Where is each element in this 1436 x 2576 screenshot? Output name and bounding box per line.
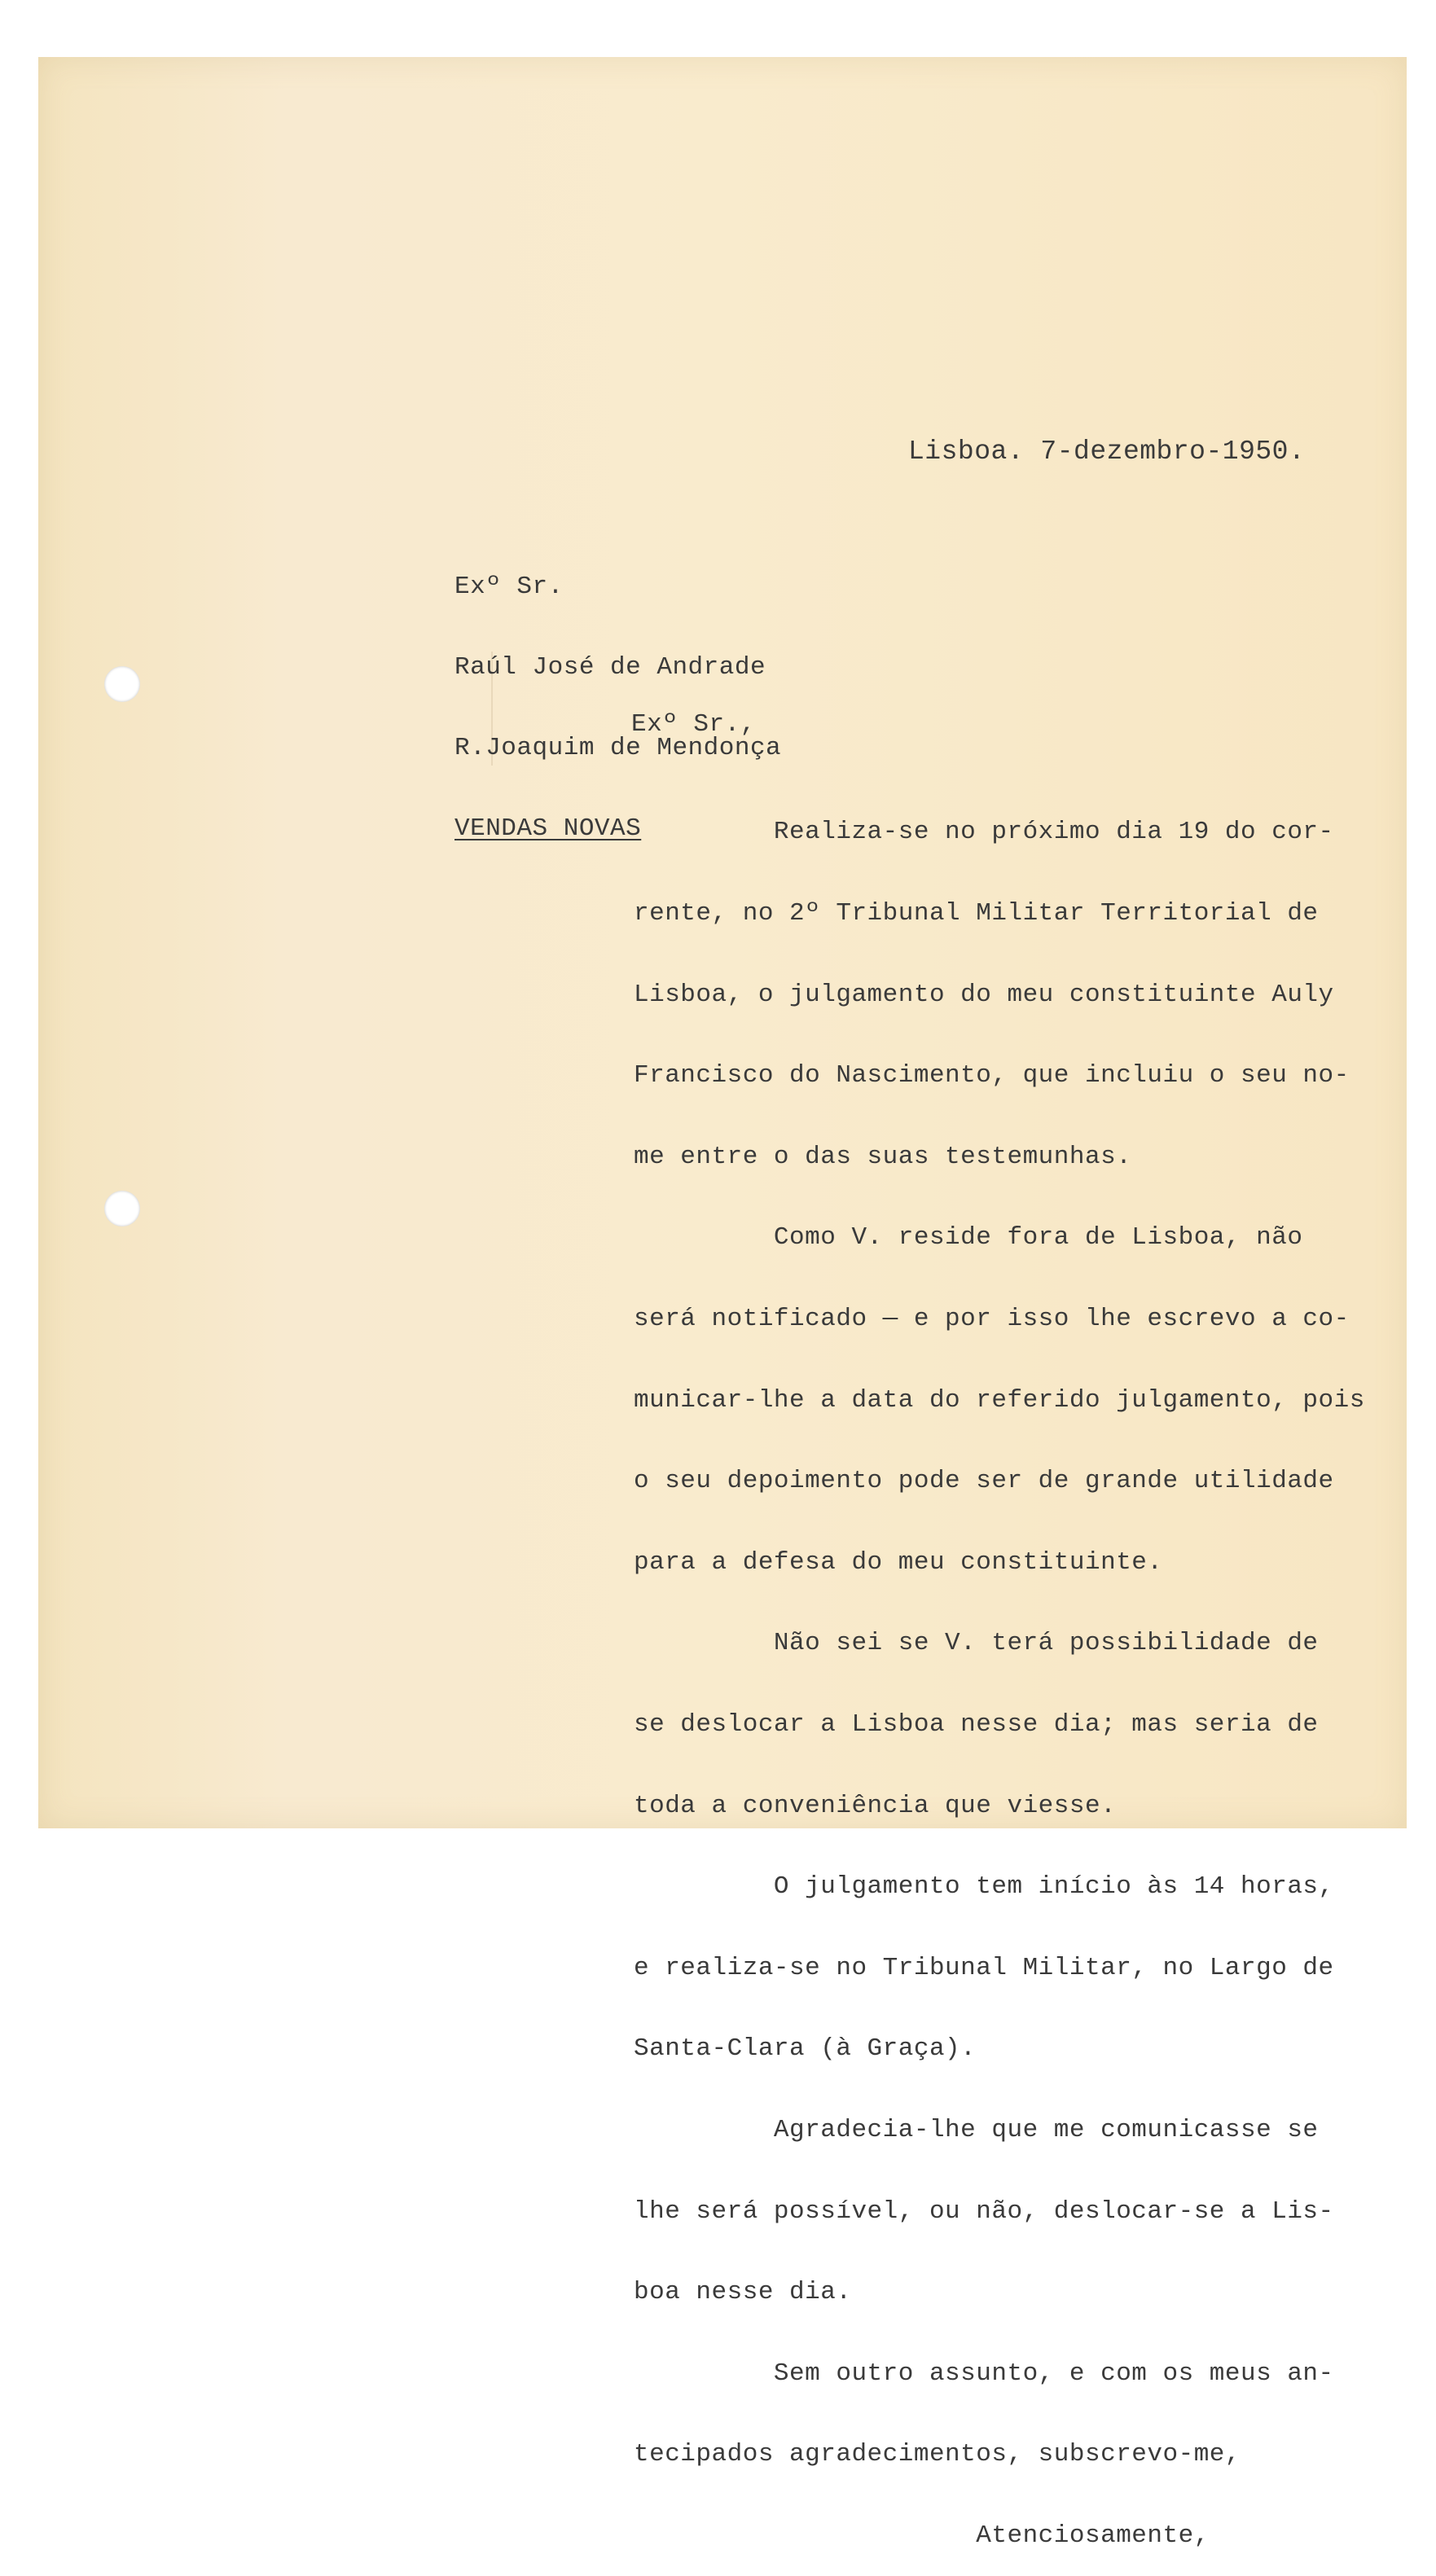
body-line: Não sei se V. terá possibilidade de	[634, 1629, 1319, 1658]
body-line: Realiza-se no próximo dia 19 do cor-	[634, 818, 1334, 847]
punch-hole-top	[104, 666, 140, 702]
body-line: o seu depoimento pode ser de grande utilidade	[634, 1467, 1334, 1496]
body-line: Francisco do Nascimento, que incluiu o seu no-	[634, 1061, 1350, 1091]
salutation: Exº Sr.,	[631, 710, 756, 739]
body-line: lhe será possível, ou não, deslocar-se a Lis-	[634, 2196, 1334, 2226]
body-line: Sem outro assunto, e com os meus an-	[634, 2359, 1334, 2388]
body-line: Como V. reside fora de Lisboa, não	[634, 1223, 1303, 1253]
punch-hole-bottom	[104, 1191, 140, 1227]
body-line: tecipados agradecimentos, subscrevo-me,	[634, 2440, 1241, 2469]
body-line: Santa-Clara (à Graça).	[634, 2034, 977, 2064]
body-line: municar-lhe a data do referido julgamento, pois	[634, 1385, 1365, 1415]
letter-body	[634, 765, 1365, 2576]
body-line: se deslocar a Lisboa nesse dia; mas seria de	[634, 1709, 1319, 1739]
body-line: será notificado — e por isso lhe escrevo a co-	[634, 1304, 1350, 1333]
recipient-street: R.Joaquim de Mendonça	[455, 734, 782, 762]
body-line: O julgamento tem início às 14 horas,	[634, 1872, 1334, 1902]
body-line: rente, no 2º Tribunal Militar Territorial de	[634, 899, 1319, 928]
recipient-title: Exº Sr.	[455, 573, 564, 601]
recipient-town: VENDAS NOVAS	[455, 814, 642, 843]
body-line: Agradecia-lhe que me comunicasse se	[634, 2115, 1319, 2144]
body-line: e realiza-se no Tribunal Militar, no Largo de	[634, 1953, 1334, 1982]
body-line: boa nesse dia.	[634, 2278, 852, 2307]
letter-date: Lisboa. 7-dezembro-1950.	[908, 437, 1306, 467]
body-line: para a defesa do meu constituinte.	[634, 1547, 1163, 1577]
body-line: Atenciosamente,	[634, 2521, 1210, 2550]
recipient-name: Raúl José de Andrade	[455, 653, 766, 682]
body-line: toda a conveniência que viesse.	[634, 1791, 1117, 1820]
body-line: me entre o das suas testemunhas.	[634, 1142, 1132, 1171]
body-line: Lisboa, o julgamento do meu constituinte Auly	[634, 980, 1334, 1009]
